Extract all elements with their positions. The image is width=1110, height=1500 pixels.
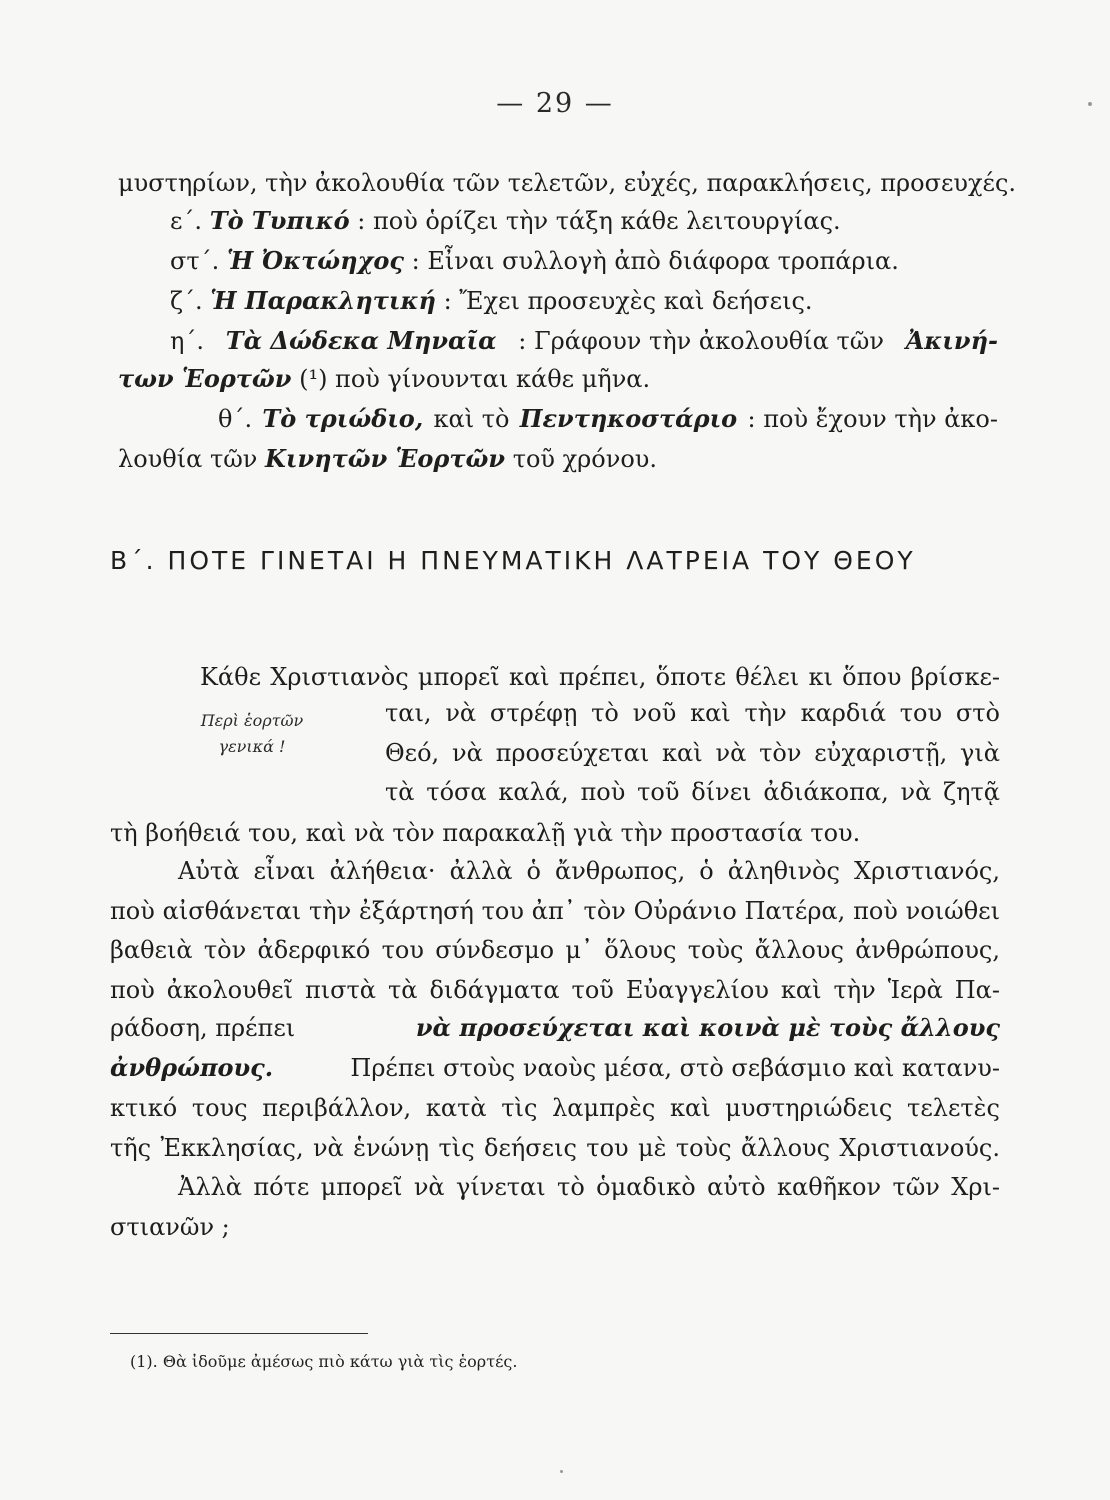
list-item-typikon xyxy=(170,206,841,236)
book-title: Τὸ Τυπικό xyxy=(209,206,350,235)
list-item-text: λουθία τῶν xyxy=(118,445,258,473)
list-item-triodion xyxy=(218,404,998,434)
list-line-continuation: μυστηρίων, τὴν ἀκολουθία τῶν τελετῶν, εὐχές, παρακλήσεις, προσευχές. xyxy=(118,169,1017,197)
book-title: Τὰ Δώδεκα Μηναῖα xyxy=(225,326,497,355)
paragraph-2-line: ποὺ αἰσθάνεται τὴν ἐξάρτησή του ἀπ᾽ τὸν Οὐράνιο Πατέρα, ποὺ νοιώθει xyxy=(110,897,1000,925)
list-item-text: : Γράφουν τὴν ἀκολουθία τῶν xyxy=(518,327,884,355)
list-item-number: θ΄. xyxy=(218,405,253,433)
footnote-divider xyxy=(110,1333,368,1334)
paragraph-2-line: βαθειὰ τὸν ἀδερφικό του σύνδεσμο μ᾽ ὅλους τοὺς ἄλλους ἀνθρώπους, xyxy=(110,936,1000,964)
list-item-number: ε΄. xyxy=(170,207,203,235)
book-title: Ἡ Παρακλητική xyxy=(210,286,436,315)
list-item-number: ζ΄. xyxy=(170,287,203,315)
list-item-number: η΄. xyxy=(170,327,205,355)
paragraph-1-line: Κάθε Χριστιανὸς μπορεῖ καὶ πρέπει, ὅποτε θέλει κι ὅπου βρίσκε- xyxy=(200,663,1000,691)
margin-note-line: γενικά ! xyxy=(218,737,286,756)
paragraph-2-line: Αὐτὰ εἶναι ἀλήθεια· ἀλλὰ ὁ ἄνθρωπος, ὁ ἀληθινὸς Χριστιανός, xyxy=(178,857,1000,885)
book-title: Ἀκινή- xyxy=(905,326,998,355)
list-item-menaia-continuation xyxy=(118,364,650,394)
page-number: — 29 — xyxy=(496,88,614,119)
paragraph-1-line: τὴ βοήθειά του, καὶ νὰ τὸν παρακαλῇ γιὰ τὴν προστασία του. xyxy=(110,819,861,847)
list-item-text: (¹) ποὺ γίνουνται κάθε μῆνα. xyxy=(299,365,651,393)
paragraph-3-line: στιανῶν ; xyxy=(110,1213,230,1241)
section-heading: Β΄. ΠΟΤΕ ΓΙΝΕΤΑΙ Η ΠΝΕΥΜΑΤΙΚΗ ΛΑΤΡΕΙΑ ΤΟΥ ΘΕΟΥ xyxy=(110,546,916,575)
paragraph-2-line: τῆς Ἐκκλησίας, νὰ ἑνώνῃ τὶς δεήσεις του μὲ τοὺς ἄλλους Χριστιανούς. xyxy=(110,1134,1000,1162)
list-item-triodion-continuation xyxy=(118,444,657,474)
paragraph-2-line: κτικό τους περιβάλλον, κατὰ τὶς λαμπρὲς καὶ μυστηριώδεις τελετὲς xyxy=(110,1094,1000,1122)
paragraph-2-line-emphasis xyxy=(110,1053,1000,1083)
paragraph-1-line: ται, νὰ στρέφῃ τὸ νοῦ καὶ τὴν καρδιά του στὸ xyxy=(385,699,1000,727)
list-item-text: τοῦ χρόνου. xyxy=(512,445,657,473)
list-item-text: : ποὺ ὁρίζει τὴν τάξη κάθε λειτουργίας. xyxy=(357,207,841,235)
list-item-text: καὶ τὸ xyxy=(433,405,510,433)
emphasized-text: ἀνθρώπους. xyxy=(110,1053,274,1082)
paragraph-2-line-emphasis xyxy=(110,1013,1000,1043)
scan-speck xyxy=(1088,102,1092,106)
margin-note xyxy=(172,708,332,760)
paragraph-3-line: Ἀλλὰ πότε μπορεῖ νὰ γίνεται τὸ ὁμαδικὸ αὐτὸ καθῆκον τῶν Χρι- xyxy=(178,1173,1000,1201)
book-title: Πεντηκοστάριο xyxy=(519,404,738,433)
text-span: ράδοση, πρέπει xyxy=(110,1014,296,1042)
book-title: των Ἑορτῶν xyxy=(118,364,292,393)
footnote: (1). Θὰ ἰδοῦμε ἀμέσως πιὸ κάτω γιὰ τὶς ἑορτές. xyxy=(130,1352,518,1371)
scan-speck xyxy=(560,1470,563,1473)
list-item-text: : Ἔχει προσευχὲς καὶ δεήσεις. xyxy=(443,287,813,315)
paragraph-1-line: τὰ τόσα καλά, ποὺ τοῦ δίνει ἀδιάκοπα, νὰ ζητᾷ xyxy=(385,778,1000,806)
book-title: Ἡ Ὀκτώηχος xyxy=(226,246,405,275)
paragraph-1-line: Θεό, νὰ προσεύχεται καὶ νὰ τὸν εὐχαριστῇ, γιὰ xyxy=(385,739,1000,767)
emphasized-text: νὰ προσεύχεται καὶ κοινὰ μὲ τοὺς ἄλλους xyxy=(415,1013,1000,1042)
book-title: Κινητῶν Ἑορτῶν xyxy=(265,444,506,473)
list-item-oktoechos xyxy=(170,246,899,276)
paragraph-2-line: ποὺ ἀκολουθεῖ πιστὰ τὰ διδάγματα τοῦ Εὐαγγελίου καὶ τὴν Ἱερὰ Πα- xyxy=(110,976,1000,1004)
list-item-text: : Εἶναι συλλογὴ ἀπὸ διάφορα τροπάρια. xyxy=(411,247,899,275)
list-item-text: : ποὺ ἔχουν τὴν ἀκο- xyxy=(747,405,998,433)
list-item-number: στ΄. xyxy=(170,247,220,275)
list-item-menaia xyxy=(170,326,998,356)
margin-note-line: Περὶ ἑορτῶν xyxy=(200,711,304,730)
book-title: Τὸ τριώδιο, xyxy=(262,404,424,433)
list-item-parakletike xyxy=(170,286,813,316)
text-span: Πρέπει στοὺς ναοὺς μέσα, στὸ σεβάσμιο καὶ κατανυ- xyxy=(350,1054,1000,1082)
